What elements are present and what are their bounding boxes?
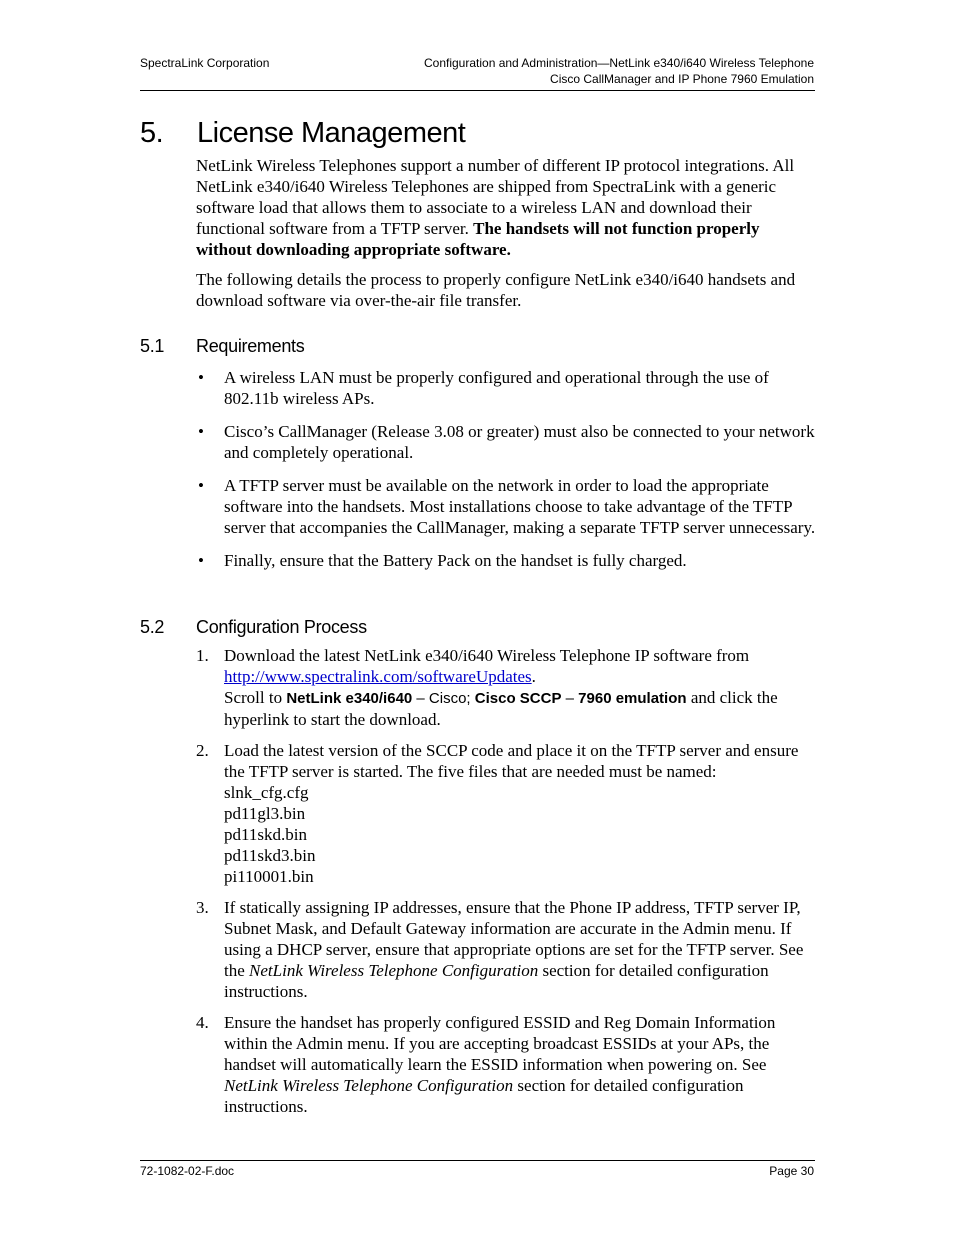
list-item: • Finally, ensure that the Battery Pack on the handset is fully charged. bbox=[198, 551, 687, 570]
cross-reference: NetLink Wireless Telephone Configuration bbox=[249, 961, 539, 980]
configuration-steps bbox=[196, 645, 818, 1127]
list-item: • A wireless LAN must be properly configured and operational through the use of 802.11b wireless APs. bbox=[198, 368, 769, 408]
footer-doc-id: 72-1082-02-F.doc bbox=[140, 1164, 235, 1178]
header-title-line2: Cisco CallManager and IP Phone 7960 Emulation bbox=[550, 72, 814, 86]
header-title bbox=[424, 55, 814, 87]
bullet-icon: • bbox=[198, 551, 204, 570]
requirements-number: 5.1 bbox=[140, 336, 165, 356]
step-number: 4. bbox=[196, 1013, 209, 1032]
intro-paragraph bbox=[196, 155, 818, 260]
configuration-heading bbox=[140, 615, 367, 639]
list-item: • Cisco’s CallManager (Release 3.08 or greater) must also be connected to your network and completely operational. bbox=[198, 422, 815, 462]
header-company: SpectraLink Corporation bbox=[140, 56, 270, 70]
file-name: slnk_cfg.cfg bbox=[224, 783, 309, 802]
file-name: pd11skd.bin bbox=[224, 825, 307, 844]
process-text: The following details the process to properly configure NetLink e340/i640 handsets and download software via over-the-air file transfer. bbox=[196, 270, 796, 310]
step-4: 4. Ensure the handset has properly configured ESSID and Reg Domain Information within the Admin menu. If you are accepting broadcast ESSIDs at your APs, the handset will automatically learn the ESSID information when powering on. See NetLink Wireless Telephone Configuration section for detailed configuration instructions. bbox=[196, 1013, 776, 1116]
list-item: • A TFTP server must be available on the network in order to load the appropriate software into the handsets. Most installations choose to take advantage of the TFTP server that accompanies the CallManager, making a separate TFTP server unnecessary. bbox=[198, 476, 816, 537]
intro-text: NetLink Wireless Telephones support a number of different IP protocol integrations. All NetLink e340/i640 Wireless Telephones are shipped from SpectraLink with a generic software load that allows them to associate to a wireless LAN and download their functional software from a TFTP server. bbox=[196, 156, 795, 238]
software-updates-link[interactable]: http://www.spectralink.com/softwareUpdates bbox=[224, 667, 532, 686]
step-2: 2. Load the latest version of the SCCP code and place it on the TFTP server and ensure the TFTP server is started. The five files that are needed must be named: slnk_cfg.cfg pd11gl3.bin pd11skd.bin pd11skd3.bin pi110001.bin bbox=[196, 741, 799, 886]
requirements-title: Requirements bbox=[196, 336, 305, 356]
file-name: pd11gl3.bin bbox=[224, 804, 306, 823]
step-1: 1. Download the latest NetLink e340/i640 Wireless Telephone IP software from http://www.spectralink.com/softwareUpdates. Scroll to NetLink e340/i640 – Cisco; Cisco SCCP – 7960 emulation and click the hyperlink to start the download. bbox=[196, 646, 778, 729]
bullet-icon: • bbox=[198, 422, 204, 441]
section-title: License Management bbox=[197, 117, 466, 149]
step-3: 3. If statically assigning IP addresses, ensure that the Phone IP address, TFTP server IP, Subnet Mask, and Default Gateway information are accurate in the Admin menu. If using a DHCP server, ensure that appropriate options are set for the TFTP server. See the NetLink Wireless Telephone Configuration section for detailed configuration instructions. bbox=[196, 898, 804, 1001]
step-number: 1. bbox=[196, 646, 209, 665]
bullet-icon: • bbox=[198, 368, 204, 387]
step-number: 3. bbox=[196, 898, 209, 917]
file-name: pi110001.bin bbox=[224, 867, 314, 886]
configuration-title: Configuration Process bbox=[196, 617, 367, 637]
file-name: pd11skd3.bin bbox=[224, 846, 316, 865]
configuration-number: 5.2 bbox=[140, 617, 165, 637]
header-title-line1: Configuration and Administration—NetLink e340/i640 Wireless Telephone bbox=[423, 56, 814, 70]
step-number: 2. bbox=[196, 741, 209, 760]
requirements-heading bbox=[140, 334, 304, 358]
section-heading bbox=[140, 113, 465, 153]
section-number: 5. bbox=[140, 117, 164, 149]
intro-warning: The handsets will not function properly without downloading appropriate software. bbox=[196, 219, 760, 259]
header-rule bbox=[140, 90, 815, 91]
bullet-icon: • bbox=[198, 476, 204, 495]
process-paragraph bbox=[196, 269, 818, 311]
cross-reference: NetLink Wireless Telephone Configuration bbox=[224, 1076, 514, 1095]
footer-rule bbox=[140, 1160, 815, 1161]
footer-page-number: Page 30 bbox=[769, 1164, 814, 1178]
requirements-list bbox=[196, 367, 818, 583]
